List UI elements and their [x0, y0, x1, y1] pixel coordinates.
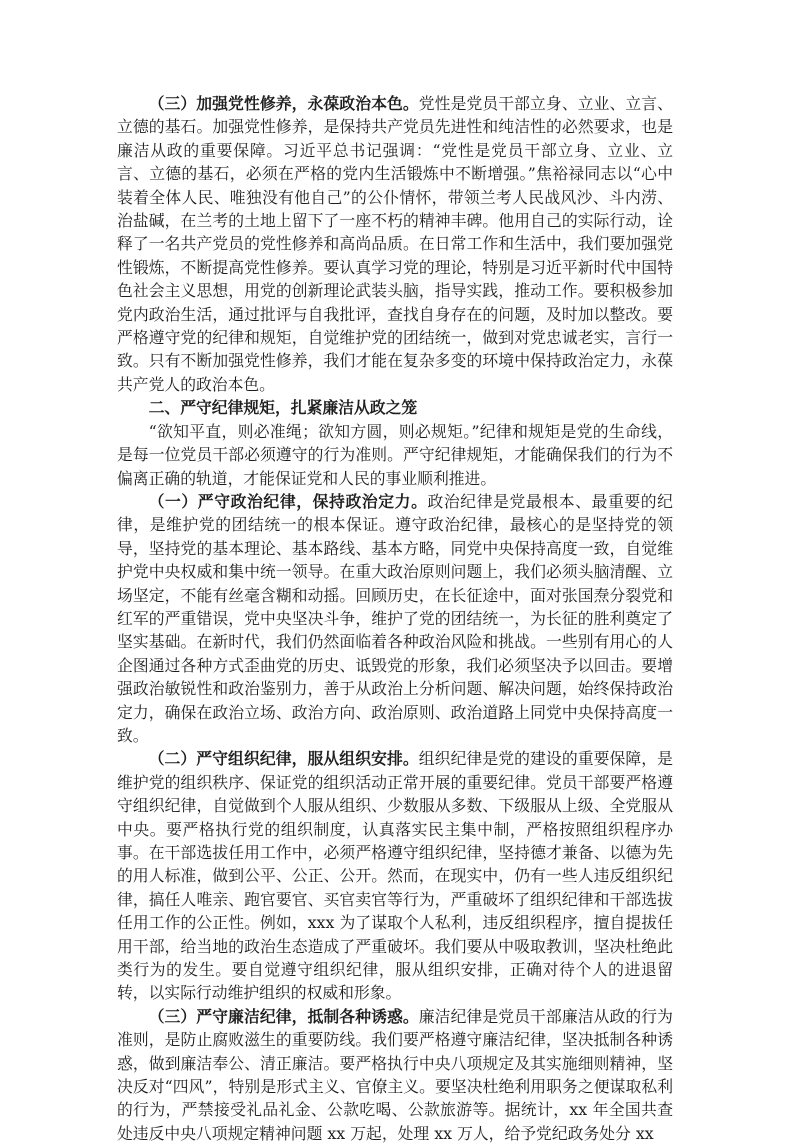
- paragraph-lead: （一）严守政治纪律，保持政治定力。: [148, 491, 428, 511]
- paragraph-integrity-discipline: [117, 1005, 673, 1145]
- section-heading: 二、严守纪律规矩，扎紧廉洁从政之笼: [148, 398, 418, 418]
- paragraph-text: 组织纪律是党的建设的重要保障，是维护党的组织秩序、保证党的组织活动正常开展的重要纪律。党员干部要严格遵守组织纪律，自觉做到个人服从组织、少数服从多数、下级服从上级、全党服从中央。要严格执行党的组织制度，认真落实民主集中制，严格按照组织程序办事。在干部选拔任用工作中，必须严格遵守组织纪律，坚持德才兼备、以德为先的用人标准，做到公平、公正、公开。然而，在现实中，仍有一些人违反组织纪律，搞任人唯亲、跑官要官、买官卖官等行为，严重破坏了组织纪律和干部选拔任用工作的公正性。例如，xxx 为了谋取个人私利，违反组织程序，擅自提拔任用干部，给当地的政治生态造成了严重破坏。我们要从中吸取教训，坚决杜绝此类行为的发生。要自觉遵守组织纪律，服从组织安排，正确对待个人的进退留转，以实际行动维护组织的权威和形象。: [117, 749, 673, 1003]
- paragraph-text: 党性是党员干部立身、立业、立言、立德的基石。加强党性修养，是保持共产党员先进性和纯洁性的必然要求，也是廉洁从政的重要保障。习近平总书记强调：“党性是党员干部立身、立业、立言、立德的基石，必须在严格的党内生活锻炼中不断增强。”焦裕禄同志以“心中装着全体人民、唯独没有他自己”的公仆情怀，带领兰考人民战风沙、斗内涝、治盐碱，在兰考的土地上留下了一座不朽的精神丰碑。他用自己的实际行动，诠释了一名共产党员的党性修养和高尚品质。在日常工作和生活中，我们要加强党性锻炼，不断提高党性修养。要认真学习党的理论，特别是习近平新时代中国特色社会主义思想，用党的创新理论武装头脑，指导实践，推动工作。要积极参加党内政治生活，通过批评与自我批评，查找自身存在的问题，及时加以整改。要严格遵守党的纪律和规矩，自觉维护党的团结统一，做到对党忠诚老实，言行一致。只有不断加强党性修养，我们才能在复杂多变的环境中保持政治定力，永葆共产党人的政治本色。: [117, 94, 673, 394]
- paragraph-lead: （三）严守廉洁纪律，抵制各种诱惑。: [148, 1006, 419, 1026]
- paragraph-lead: （二）严守组织纪律，服从组织安排。: [148, 749, 419, 769]
- paragraph-political-discipline: [117, 490, 673, 747]
- document-page: [117, 92, 673, 1145]
- paragraph-organizational-discipline: [117, 747, 673, 1004]
- paragraph-text: “欲知平直，则必准绳；欲知方圆，则必规矩。”纪律和规矩是党的生命线，是每一位党员干部必须遵守的行为准则。严守纪律规矩，才能确保我们的行为不偏离正确的轨道，才能保证党和人民的事业顺利推进。: [117, 421, 673, 488]
- paragraph-text: 廉洁纪律是党员干部廉洁从政的行为准则，是防止腐败滋生的重要防线。我们要严格遵守廉洁纪律，坚决抵制各种诱惑，做到廉洁奉公、清正廉洁。要严格执行中央八项规定及其实施细则精神，坚决反对“四风”，特别是形式主义、官僚主义。要坚决杜绝利用职务之便谋取私利的行为，严禁接受礼品礼金、公款吃喝、公款旅游等。据统计，xx 年全国共查处违反中央八项规定精神问题 xx 万起，处理 xx 万人，给予党纪政务处分 xx: [117, 1006, 673, 1143]
- paragraph-discipline-intro: [117, 420, 673, 490]
- paragraph-text: 政治纪律是党最根本、最重要的纪律，是维护党的团结统一的根本保证。遵守政治纪律，最核心的是坚持党的领导，坚持党的基本理论、基本路线、基本方略，同党中央保持高度一致，自觉维护党中央权威和集中统一领导。在重大政治原则问题上，我们必须头脑清醒、立场坚定，不能有丝毫含糊和动摇。回顾历史，在长征途中，面对张国焘分裂党和红军的严重错误，党中央坚决斗争，维护了党的团结统一，为长征的胜利奠定了坚实基础。在新时代，我们仍然面临着各种政治风险和挑战。一些别有用心的人企图通过各种方式歪曲党的历史、诋毁党的形象，我们必须坚决予以回击。要增强政治敏锐性和政治鉴别力，善于从政治上分析问题、解决问题，始终保持政治定力，确保在政治立场、政治方向、政治原则、政治道路上同党中央保持高度一致。: [117, 491, 673, 745]
- paragraph-lead: （三）加强党性修养，永葆政治本色。: [148, 94, 419, 113]
- paragraph-strengthen-party-spirit: [117, 92, 673, 396]
